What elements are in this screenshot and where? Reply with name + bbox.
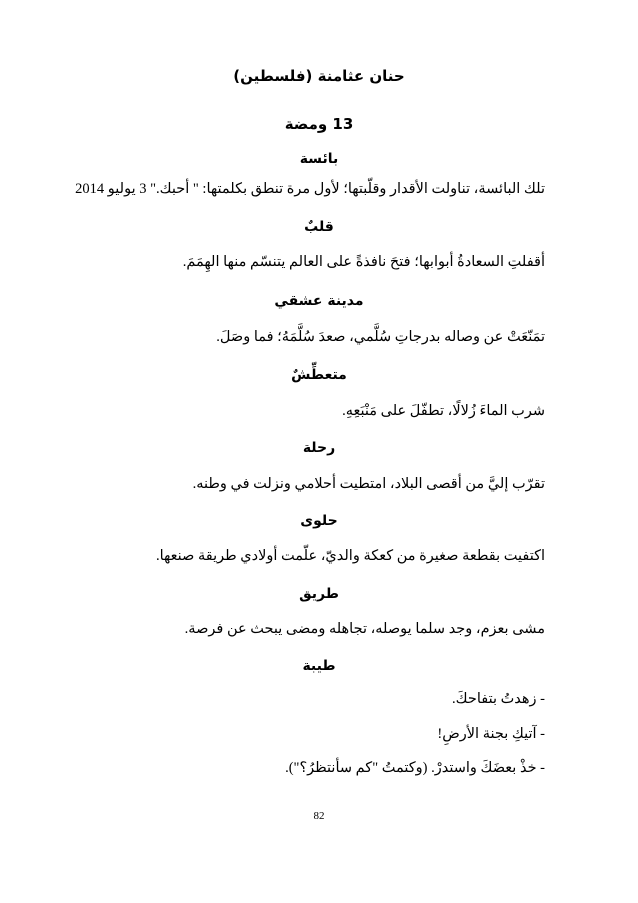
item-title: قلبٌ [304, 219, 334, 235]
dialogue-line: - خذْ بعضَكَ واستدرْ. (وكتمتُ "كم سأنتظرُ؟"). [285, 760, 545, 776]
item-text: تقرّب إليَّ من أقصى البلاد، امتطيت أحلامي ونزلت في وطنه. [192, 476, 545, 492]
item-text: أقفلتِ السعادةُ أبوابها؛ فتحَ نافذةً على العالم يتنسّم منها الهِمَمَ. [182, 254, 545, 270]
dialogue-line: - آتيكِ بجنة الأرضِ! [437, 726, 545, 742]
collection-title: 13 ومضة [284, 115, 354, 133]
item-title: بائسة [299, 151, 339, 167]
item-title: مدينة عشقي [274, 293, 364, 309]
item-title: حلوى [300, 513, 338, 529]
item-text: اكتفيت بقطعة صغيرة من كعكة والديّ، علّمت أولادي طريقة صنعها. [155, 548, 545, 564]
item-text: مشى بعزم، وجد سلما يوصله، تجاهله ومضى يبحث عن فرصة. [184, 621, 545, 637]
item-text: شرب الماءَ زُلالًا، تطفّلَ على مَنْبَعِهِ. [342, 403, 545, 419]
item-title: طريق [299, 586, 339, 602]
item-text: تمَنّعَتْ عن وصاله بدرجاتِ سُلَّمي، صعدَ سُلَّمَهُ؛ فما وصَلَ. [216, 329, 545, 345]
item-title: رحلة [302, 440, 336, 456]
page-number: 82 [313, 810, 325, 822]
item-title: طيبة [302, 658, 336, 674]
item-title: متعطِّشٌ [291, 367, 347, 383]
item-text: تلك البائسة، تناولت الأقدار وقلّبتها؛ لأول مرة تنطق بكلمتها: " أحبك." 3 يوليو 2014 [75, 181, 545, 197]
author-line: حنان عثامنة (فلسطين) [233, 67, 405, 85]
dialogue-line: - زهدتُ بتفاحكَ. [452, 691, 545, 707]
